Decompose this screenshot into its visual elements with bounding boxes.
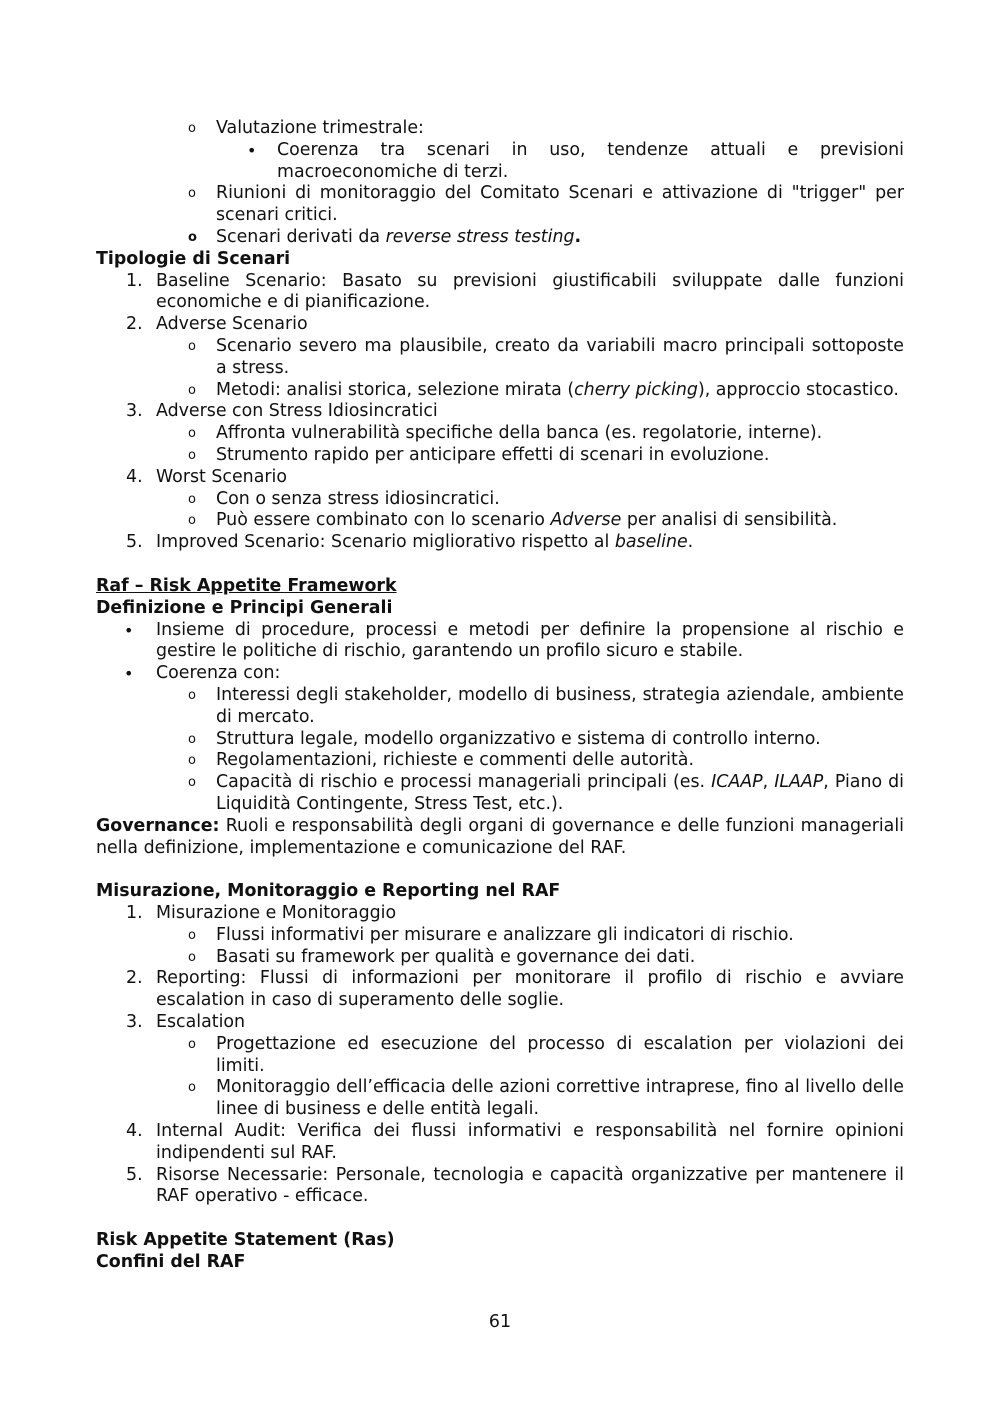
numbered-item: 3. Adverse con Stress Idiosincratici: [126, 401, 438, 422]
list-item: o Affronta vulnerabilità specifiche della banca (es. regolatorie, interne).: [188, 423, 823, 444]
list-item: o Valutazione trimestrale:: [188, 118, 424, 138]
section-heading: Tipologie di Scenari: [96, 248, 291, 269]
bullet-icon: •: [247, 140, 257, 160]
circle-bullet-icon: o: [188, 121, 196, 136]
bullet-icon: •: [124, 620, 134, 640]
list-item: o Basati su framework per qualità e governance dei dati.: [188, 946, 696, 967]
circle-bullet-icon: o: [188, 687, 196, 703]
list-item: o Strumento rapido per anticipare effetti di scenari in evoluzione.: [188, 444, 770, 465]
circle-bullet-icon: o: [188, 775, 196, 791]
list-item: o Regolamentazioni, richieste e commenti delle autorità.: [188, 750, 694, 771]
list-item: o Struttura legale, modello organizzativo e sistema di controllo interno.: [188, 728, 821, 749]
governance-paragraph: Governance: Ruoli e responsabilità degli organi di governance e delle funzioni manageriali nella definizione, implementazione e comunicazione del RAF.: [96, 815, 904, 858]
list-item: o Capacità di rischio e processi manageriali principali (es. ICAAP, ILAAP, Piano di Liquidità Contingente, Stress Test, etc.).: [188, 772, 904, 814]
numbered-item: 2. Adverse Scenario: [126, 314, 308, 335]
list-item: • Coerenza con:: [124, 663, 281, 684]
numbered-item: 4. Worst Scenario: [126, 466, 287, 487]
circle-bullet-icon: o: [188, 447, 196, 463]
circle-bullet-icon: o: [188, 382, 196, 398]
list-item: o Flussi informativi per misurare e analizzare gli indicatori di rischio.: [188, 924, 794, 945]
numbered-item: 5. Risorse Necessarie: Personale, tecnologia e capacità organizzative per mantenere il RAF operativo - efficace.: [126, 1164, 904, 1207]
list-item: o Monitoraggio dell’efficacia delle azioni correttive intraprese, fino al livello delle linee di business e delle entità legali.: [188, 1077, 904, 1120]
bullet-icon: •: [124, 664, 134, 684]
document-page: [96, 118, 904, 1274]
circle-bullet-icon: o: [188, 949, 196, 965]
list-item: o Progettazione ed esecuzione del processo di escalation per violazioni dei limiti.: [188, 1033, 904, 1076]
circle-bullet-icon: o: [188, 1080, 196, 1096]
section-heading: Definizione e Principi Generali: [96, 597, 393, 618]
list-item: o Interessi degli stakeholder, modello di business, strategia aziendale, ambiente di mercato.: [188, 684, 904, 727]
numbered-item: 3. Escalation: [126, 1012, 246, 1033]
list-item: • Coerenza tra scenari in uso, tendenze attuali e previsioni macroeconomiche di terzi.: [247, 139, 904, 182]
circle-bullet-icon: o: [188, 731, 196, 747]
list-item: o Riunioni di monitoraggio del Comitato Scenari e attivazione di "trigger" per scenari critici.: [188, 183, 904, 226]
numbered-item: 5. Improved Scenario: Scenario migliorativo rispetto al baseline.: [126, 532, 694, 553]
circle-bullet-icon: o: [188, 1036, 196, 1052]
numbered-item: 4. Internal Audit: Verifica dei flussi informativi e responsabilità nel fornire opinioni indipendenti sul RAF.: [126, 1121, 904, 1163]
page-number: 61: [488, 1312, 512, 1332]
list-item: o Può essere combinato con lo scenario Adverse per analisi di sensibilità.: [188, 510, 838, 531]
circle-bullet-icon: o: [188, 513, 196, 529]
numbered-item: 1. Misurazione e Monitoraggio: [126, 903, 397, 924]
section-heading: Risk Appetite Statement (Ras): [96, 1230, 395, 1251]
list-item: o Scenari derivati da reverse stress testing.: [188, 226, 582, 247]
circle-bullet-icon: o: [188, 927, 196, 943]
circle-bullet-icon: o: [188, 426, 196, 442]
list-item: • Insieme di procedure, processi e metodi per definire la propensione al rischio e gestire le politiche di rischio, garantendo un profilo sicuro e stabile.: [124, 619, 904, 662]
numbered-item: 2. Reporting: Flussi di informazioni per monitorare il profilo di rischio e avviare escalation in caso di superamento delle soglie.: [126, 968, 904, 1011]
section-heading: Misurazione, Monitoraggio e Reporting nel RAF: [96, 881, 561, 902]
list-item: o Con o senza stress idiosincratici.: [188, 488, 500, 509]
list-item: o Scenario severo ma plausibile, creato da variabili macro principali sottoposte a stress.: [188, 335, 904, 378]
circle-bullet-icon: o: [188, 491, 196, 507]
numbered-item: 1. Baseline Scenario: Basato su previsioni giustificabili sviluppate dalle funzioni economiche e di pianificazione.: [126, 270, 904, 313]
section-heading: Confini del RAF: [96, 1252, 246, 1273]
section-title: Raf – Risk Appetite Framework: [96, 575, 397, 596]
circle-bullet-icon: o: [188, 186, 196, 202]
circle-bullet-icon: o: [188, 338, 196, 354]
circle-bullet-icon: o: [188, 753, 196, 769]
list-item: o Metodi: analisi storica, selezione mirata (cherry picking), approccio stocastico.: [188, 379, 899, 400]
circle-bullet-icon: o: [188, 229, 197, 245]
